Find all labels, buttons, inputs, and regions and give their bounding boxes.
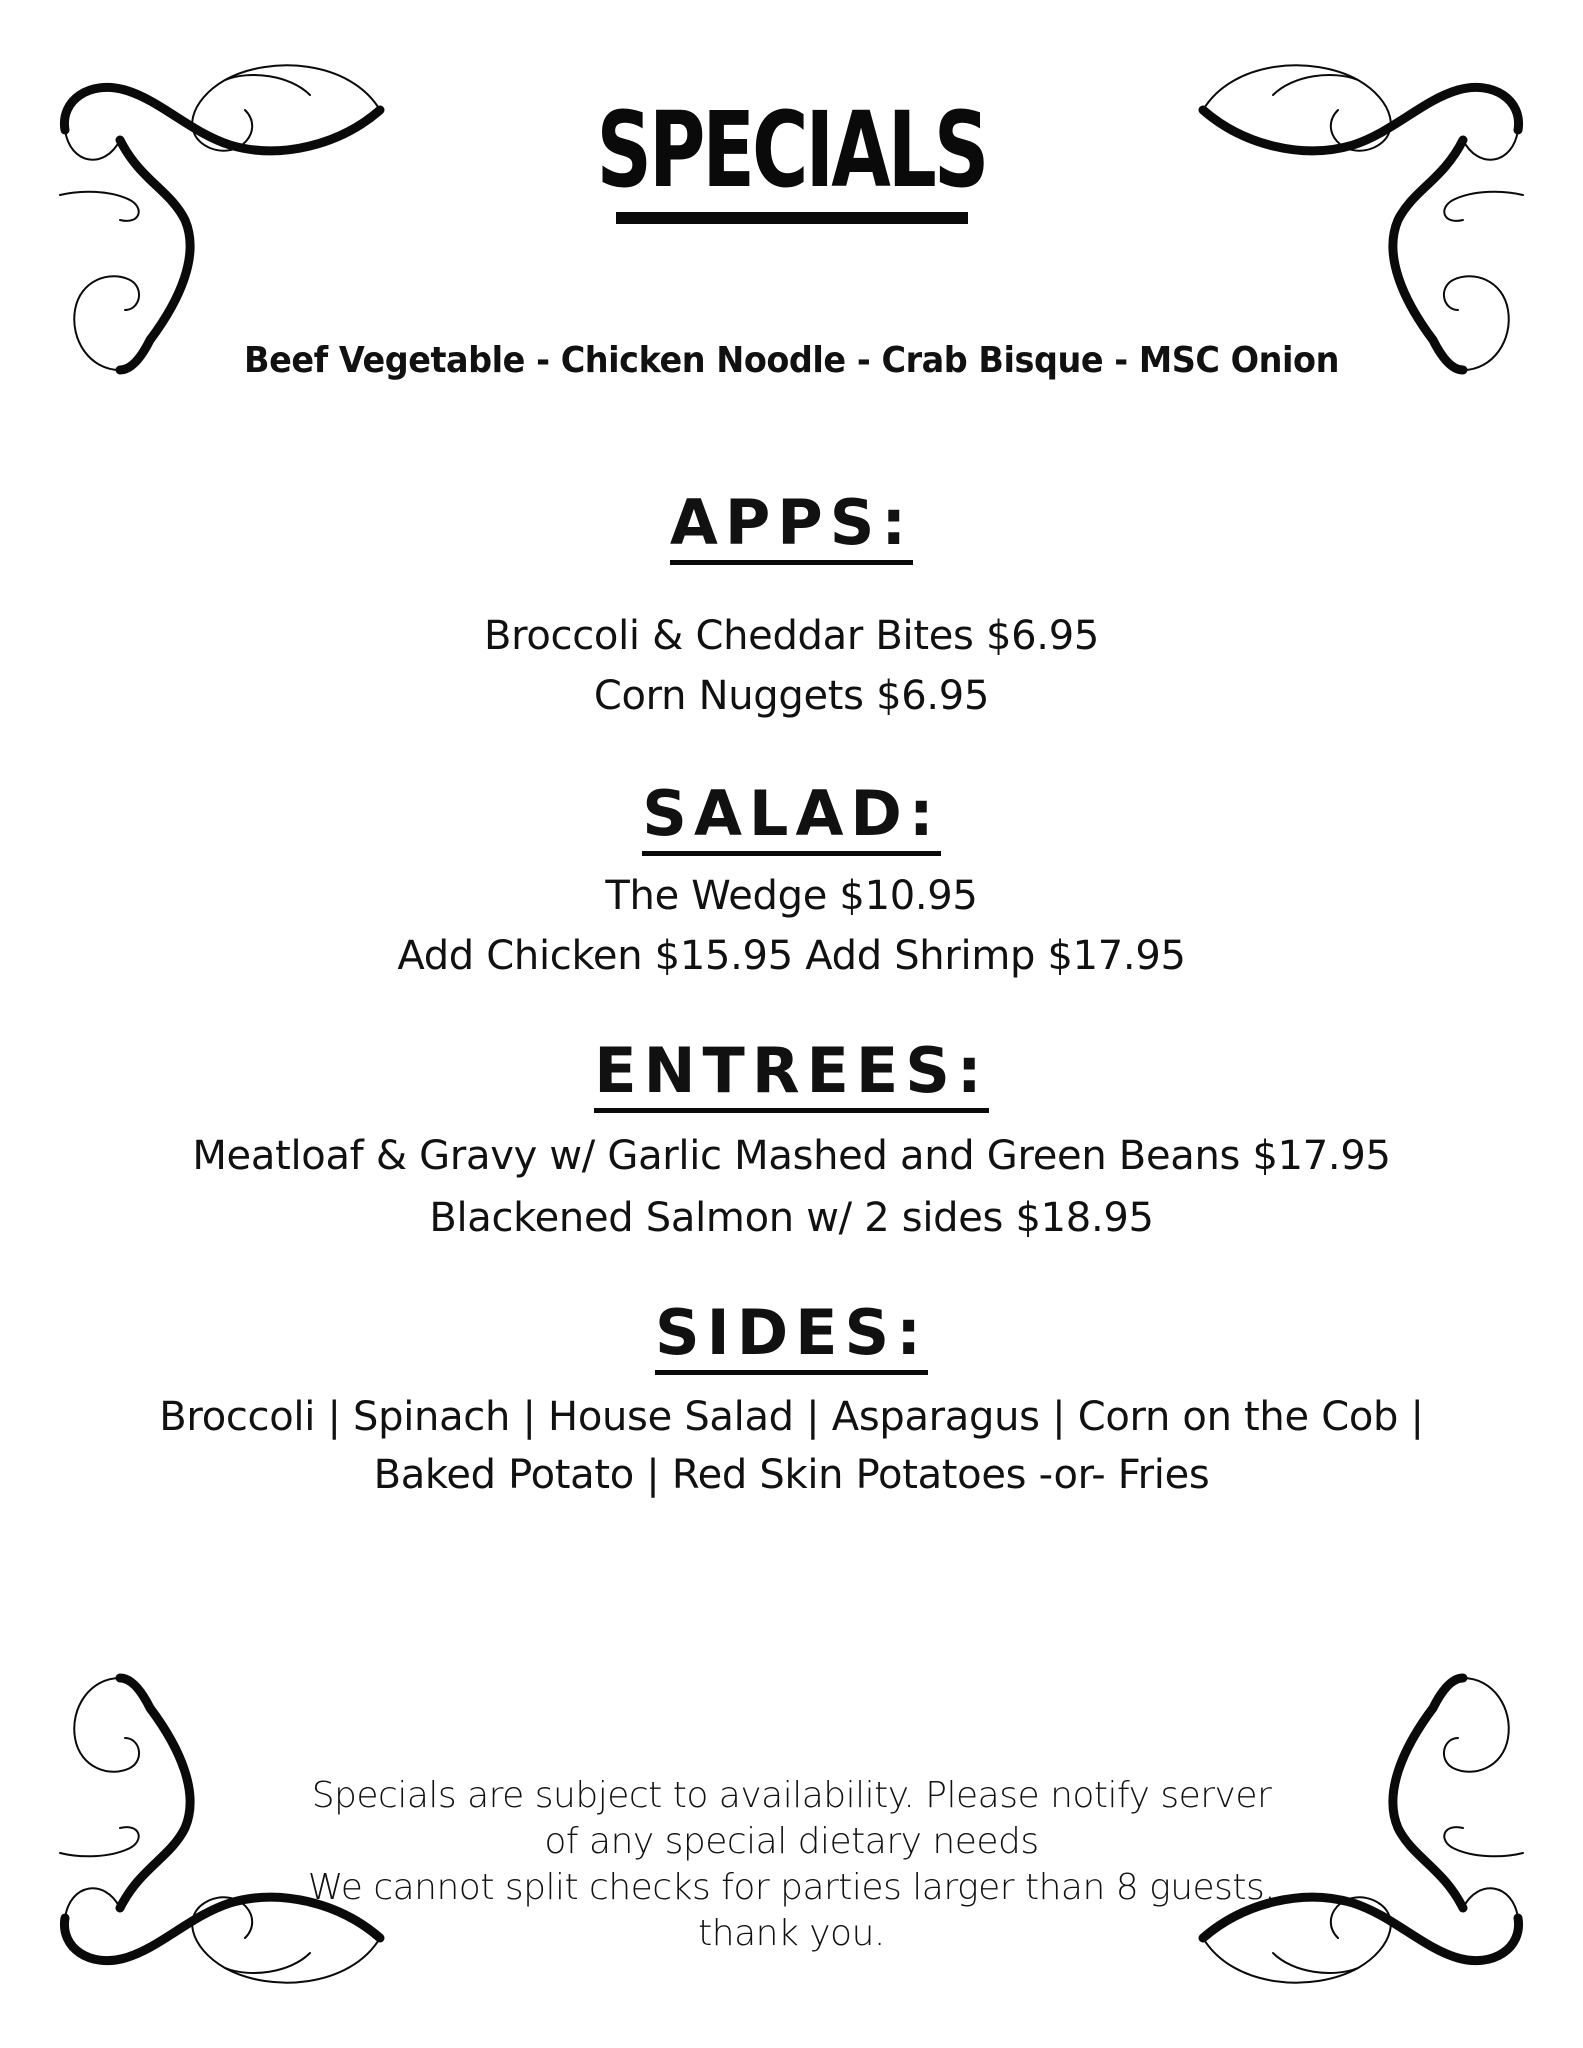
section-heading-entrees-label: ENTREES: — [594, 1040, 988, 1113]
menu-item-sides-2: Baked Potato | Red Skin Potatoes -or- Fries — [373, 1452, 1210, 1498]
section-heading-apps — [0, 486, 1583, 565]
section-heading-salad-label: SALAD: — [642, 783, 940, 856]
menu-item-salad-1: The Wedge $10.95 — [605, 873, 978, 919]
footer-line-3: We cannot split checks for parties larger than 8 guests, — [307, 1867, 1276, 1908]
menu-item-entrees-1: Meatloaf & Gravy w/ Garlic Mashed and Green Beans $17.95 — [192, 1133, 1391, 1179]
footer-line-2: of any special dietary needs — [544, 1821, 1039, 1862]
corner-flourish-top-right — [1193, 40, 1533, 380]
corner-flourish-top-left — [50, 40, 390, 380]
section-heading-salad — [0, 777, 1583, 856]
scroll-flourish-icon — [1193, 40, 1533, 380]
section-heading-entrees — [0, 1034, 1583, 1113]
soup-list: Beef Vegetable - Chicken Noodle - Crab Bisque - MSC Onion — [244, 340, 1339, 381]
footer-note — [0, 1773, 1583, 1957]
footer-line-4: thank you. — [698, 1913, 885, 1954]
menu-item-apps-2: Corn Nuggets $6.95 — [593, 673, 990, 719]
page-title: SPECIALS — [596, 89, 987, 211]
section-heading-sides — [0, 1296, 1583, 1375]
menu-item-sides-1: Broccoli | Spinach | House Salad | Asparagus | Corn on the Cob | — [159, 1394, 1424, 1440]
menu-item-salad-2: Add Chicken $15.95 Add Shrimp $17.95 — [397, 933, 1186, 979]
footer-line-1: Specials are subject to availability. Please notify server — [311, 1775, 1272, 1816]
scroll-flourish-icon — [50, 40, 390, 380]
page-title-wrap — [0, 89, 1583, 211]
section-heading-sides-label: SIDES: — [655, 1302, 928, 1375]
section-heading-apps-label: APPS: — [670, 492, 913, 565]
menu-item-apps-1: Broccoli & Cheddar Bites $6.95 — [483, 613, 1100, 659]
menu-item-entrees-2: Blackened Salmon w/ 2 sides $18.95 — [429, 1195, 1154, 1241]
title-underline — [616, 212, 968, 224]
